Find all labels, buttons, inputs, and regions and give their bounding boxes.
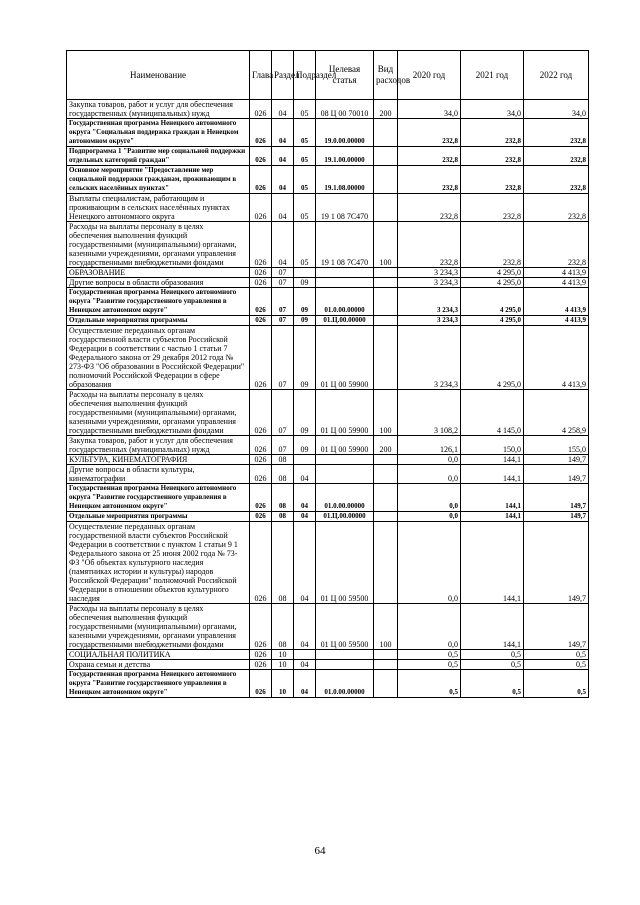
cell-2021: 0,5: [461, 660, 524, 670]
cell-2022: 0,5: [524, 650, 589, 660]
cell-podrazdel: [294, 268, 316, 278]
table-row: [67, 670, 589, 698]
cell-2022: 4 413,9: [524, 326, 589, 390]
cell-vid: [374, 147, 398, 166]
cell-2022: 149,7: [524, 484, 589, 512]
budget-table: [66, 50, 589, 698]
table-row: [67, 166, 589, 194]
cell-article: 08 Ц 00 70010: [316, 100, 374, 119]
cell-razdel: 07: [272, 326, 294, 390]
cell-name: Основное мероприятие "Предоставление мер социальной поддержки гражданам, проживающим в сельских населённых пунктах": [67, 166, 250, 194]
cell-2022: 34,0: [524, 100, 589, 119]
cell-glava: 026: [250, 484, 272, 512]
cell-vid: 100: [374, 604, 398, 650]
cell-razdel: 10: [272, 670, 294, 698]
header-razdel: Раздел: [272, 51, 294, 100]
cell-2020: 0,0: [398, 512, 461, 522]
cell-razdel: 07: [272, 288, 294, 316]
cell-article: 01 Ц 00 59500: [316, 522, 374, 604]
cell-name: Осуществление переданных органам государственной власти субъектов Российской Федерации в соответствии с частью 1 статьи 7 Федерального закона от 29 декабря 2012 года № 273-ФЗ "Об образовании в Российской Федерации" полномочий Российской Федерации в сфере образования: [67, 326, 250, 390]
table-row: [67, 119, 589, 147]
header-name: Наименование: [67, 51, 250, 100]
cell-name: Осуществление переданных органам государственной власти субъектов Российской Федерации в соответствии с пунктом 1 статьи 9 1 Федерального закона от 25 июня 2002 года № 73-ФЗ "Об объектах культурного наследия (памятниках истории и культуры) народов Российской Федерации" полномочий Российской Федерации в отношении объектов культурного наследия: [67, 522, 250, 604]
cell-2020: 232,8: [398, 119, 461, 147]
cell-name: СОЦИАЛЬНАЯ ПОЛИТИКА: [67, 650, 250, 660]
cell-2021: 150,0: [461, 436, 524, 455]
table-row: [67, 100, 589, 119]
cell-name: Другие вопросы в области культуры, кинематографии: [67, 465, 250, 484]
cell-2022: 232,8: [524, 166, 589, 194]
cell-2022: 149,7: [524, 512, 589, 522]
cell-2020: 232,8: [398, 222, 461, 268]
cell-2021: 144,1: [461, 484, 524, 512]
header-2022: 2022 год: [524, 51, 589, 100]
cell-podrazdel: 05: [294, 194, 316, 222]
cell-glava: 026: [250, 390, 272, 436]
cell-2020: 0,5: [398, 660, 461, 670]
cell-name: Государственная программа Ненецкого автономного округа "Развитие государственного управления в Ненецком автономном округе": [67, 484, 250, 512]
table-row: [67, 288, 589, 316]
page-number: 64: [314, 845, 326, 857]
cell-podrazdel: 09: [294, 288, 316, 316]
cell-2021: 4 295,0: [461, 268, 524, 278]
cell-2020: 0,5: [398, 670, 461, 698]
cell-vid: 200: [374, 100, 398, 119]
cell-razdel: 07: [272, 268, 294, 278]
cell-vid: [374, 316, 398, 326]
cell-glava: 026: [250, 166, 272, 194]
cell-2022: 0,5: [524, 670, 589, 698]
cell-2020: 232,8: [398, 147, 461, 166]
cell-name: Расходы на выплаты персоналу в целях обеспечения выполнения функций государственными (муниципальными) органами, казенными учреждениями, органами управления государственными внебюджетными фондами: [67, 222, 250, 268]
cell-razdel: 08: [272, 522, 294, 604]
cell-2022: 232,8: [524, 119, 589, 147]
cell-podrazdel: 05: [294, 147, 316, 166]
cell-glava: 026: [250, 326, 272, 390]
cell-podrazdel: 09: [294, 278, 316, 288]
cell-2020: 0,0: [398, 465, 461, 484]
table-row: [67, 512, 589, 522]
cell-article: [316, 268, 374, 278]
cell-article: [316, 455, 374, 465]
cell-razdel: 04: [272, 166, 294, 194]
cell-2021: 4 145,0: [461, 390, 524, 436]
cell-2021: 144,1: [461, 522, 524, 604]
cell-razdel: 08: [272, 604, 294, 650]
cell-glava: 026: [250, 268, 272, 278]
table-row: [67, 522, 589, 604]
cell-2022: 155,0: [524, 436, 589, 455]
cell-razdel: 07: [272, 436, 294, 455]
cell-podrazdel: [294, 650, 316, 660]
cell-podrazdel: 04: [294, 660, 316, 670]
cell-2021: 232,8: [461, 147, 524, 166]
cell-podrazdel: 09: [294, 316, 316, 326]
cell-2020: 0,5: [398, 650, 461, 660]
cell-vid: 100: [374, 390, 398, 436]
table-row: [67, 436, 589, 455]
cell-article: 01.Ц.00.00000: [316, 316, 374, 326]
cell-article: 01.0.00.00000: [316, 670, 374, 698]
cell-name: Охрана семьи и детства: [67, 660, 250, 670]
cell-article: 19.0.00.00000: [316, 119, 374, 147]
cell-razdel: 07: [272, 390, 294, 436]
cell-podrazdel: 04: [294, 512, 316, 522]
table-row: [67, 660, 589, 670]
cell-vid: [374, 278, 398, 288]
cell-name: КУЛЬТУРА, КИНЕМАТОГРАФИЯ: [67, 455, 250, 465]
cell-glava: 026: [250, 465, 272, 484]
cell-2021: 0,5: [461, 650, 524, 660]
cell-article: [316, 660, 374, 670]
table-header-row: [67, 51, 589, 100]
cell-2022: 4 413,9: [524, 288, 589, 316]
cell-vid: [374, 268, 398, 278]
cell-name: Государственная программа Ненецкого автономного округа "Развитие государственного управления в Ненецком автономном округе": [67, 288, 250, 316]
cell-2020: 3 234,3: [398, 316, 461, 326]
cell-podrazdel: 04: [294, 465, 316, 484]
table-row: [67, 278, 589, 288]
cell-glava: 026: [250, 278, 272, 288]
cell-2022: 232,8: [524, 147, 589, 166]
cell-vid: [374, 670, 398, 698]
cell-name: Закупка товаров, работ и услуг для обеспечения государственных (муниципальных) нужд: [67, 100, 250, 119]
cell-vid: [374, 326, 398, 390]
cell-podrazdel: 04: [294, 604, 316, 650]
cell-razdel: 04: [272, 119, 294, 147]
cell-razdel: 04: [272, 100, 294, 119]
cell-vid: [374, 288, 398, 316]
cell-2020: 3 234,3: [398, 268, 461, 278]
cell-podrazdel: 05: [294, 119, 316, 147]
cell-razdel: 08: [272, 455, 294, 465]
cell-article: [316, 650, 374, 660]
cell-name: Другие вопросы в области образования: [67, 278, 250, 288]
cell-podrazdel: 04: [294, 522, 316, 604]
cell-2022: 149,7: [524, 522, 589, 604]
cell-2020: 3 234,3: [398, 278, 461, 288]
cell-2021: 4 295,0: [461, 316, 524, 326]
cell-2022: 232,8: [524, 222, 589, 268]
cell-vid: [374, 465, 398, 484]
cell-name: Расходы на выплаты персоналу в целях обеспечения выполнения функций государственными (муниципальными) органами, казенными учреждениями, органами управления государственными внебюджетными фондами: [67, 604, 250, 650]
table-row: [67, 650, 589, 660]
cell-name: ОБРАЗОВАНИЕ: [67, 268, 250, 278]
cell-2022: 4 413,9: [524, 278, 589, 288]
cell-name: Закупка товаров, работ и услуг для обеспечения государственных (муниципальных) нужд: [67, 436, 250, 455]
table-row: [67, 194, 589, 222]
cell-podrazdel: 05: [294, 100, 316, 119]
cell-article: 01 Ц 00 59500: [316, 604, 374, 650]
cell-2021: 232,8: [461, 119, 524, 147]
cell-article: 19.1.00.00000: [316, 147, 374, 166]
cell-2020: 3 234,3: [398, 288, 461, 316]
cell-glava: 026: [250, 119, 272, 147]
cell-article: [316, 465, 374, 484]
cell-vid: [374, 194, 398, 222]
cell-podrazdel: [294, 455, 316, 465]
cell-2021: 144,1: [461, 604, 524, 650]
cell-glava: 026: [250, 455, 272, 465]
cell-razdel: 07: [272, 316, 294, 326]
cell-glava: 026: [250, 670, 272, 698]
cell-2021: 144,1: [461, 512, 524, 522]
cell-article: 19.1.08.00000: [316, 166, 374, 194]
cell-article: 01 Ц 00 59900: [316, 390, 374, 436]
cell-2022: 4 413,9: [524, 268, 589, 278]
cell-2020: 3 234,3: [398, 326, 461, 390]
cell-article: 01.Ц.00.00000: [316, 512, 374, 522]
cell-article: 19 1 08 7С470: [316, 222, 374, 268]
cell-glava: 026: [250, 436, 272, 455]
cell-glava: 026: [250, 604, 272, 650]
cell-vid: [374, 522, 398, 604]
cell-article: 19 1 08 7С470: [316, 194, 374, 222]
cell-glava: 026: [250, 522, 272, 604]
cell-2020: 0,0: [398, 484, 461, 512]
cell-glava: 026: [250, 194, 272, 222]
header-2020: 2020 год: [398, 51, 461, 100]
table-row: [67, 326, 589, 390]
cell-2022: 4 258,9: [524, 390, 589, 436]
cell-glava: 026: [250, 222, 272, 268]
cell-vid: [374, 660, 398, 670]
table-row: [67, 147, 589, 166]
cell-2021: 144,1: [461, 465, 524, 484]
cell-podrazdel: 09: [294, 436, 316, 455]
cell-2022: 149,7: [524, 604, 589, 650]
cell-vid: 200: [374, 436, 398, 455]
cell-2021: 232,8: [461, 222, 524, 268]
cell-razdel: 08: [272, 512, 294, 522]
header-glava: Глава: [250, 51, 272, 100]
cell-article: 01 Ц 00 59900: [316, 436, 374, 455]
header-vid: Вид расходов: [374, 51, 398, 100]
cell-razdel: 04: [272, 194, 294, 222]
table-row: [67, 455, 589, 465]
cell-2022: 0,5: [524, 660, 589, 670]
cell-2022: 4 413,9: [524, 316, 589, 326]
cell-podrazdel: 09: [294, 390, 316, 436]
cell-2020: 34,0: [398, 100, 461, 119]
header-2021: 2021 год: [461, 51, 524, 100]
cell-podrazdel: 04: [294, 484, 316, 512]
cell-name: Подпрограмма 1 "Развитие мер социальной поддержки отдельных категорий граждан": [67, 147, 250, 166]
cell-glava: 026: [250, 316, 272, 326]
cell-name: Государственная программа Ненецкого автономного округа "Развитие государственного управления в Ненецком автономном округе": [67, 670, 250, 698]
cell-podrazdel: 05: [294, 222, 316, 268]
cell-glava: 026: [250, 288, 272, 316]
cell-glava: 026: [250, 660, 272, 670]
cell-name: Отдельные мероприятия программы: [67, 512, 250, 522]
table-row: [67, 465, 589, 484]
cell-glava: 026: [250, 147, 272, 166]
cell-2021: 34,0: [461, 100, 524, 119]
cell-article: [316, 278, 374, 288]
cell-glava: 026: [250, 512, 272, 522]
cell-2020: 0,0: [398, 604, 461, 650]
cell-name: Отдельные мероприятия программы: [67, 316, 250, 326]
cell-vid: 100: [374, 222, 398, 268]
cell-2021: 0,5: [461, 670, 524, 698]
cell-2021: 232,8: [461, 194, 524, 222]
cell-2021: 4 295,0: [461, 278, 524, 288]
cell-razdel: 08: [272, 484, 294, 512]
cell-razdel: 08: [272, 465, 294, 484]
table-row: [67, 316, 589, 326]
table-row: [67, 222, 589, 268]
cell-2022: 232,8: [524, 194, 589, 222]
cell-article: 01 Ц 00 59900: [316, 326, 374, 390]
table-body: [67, 100, 589, 698]
cell-2020: 3 108,2: [398, 390, 461, 436]
table-row: [67, 484, 589, 512]
cell-2020: 232,8: [398, 166, 461, 194]
cell-2021: 144,1: [461, 455, 524, 465]
cell-2022: 149,7: [524, 455, 589, 465]
cell-name: Государственная программа Ненецкого автономного округа "Социальная поддержка граждан в Ненецком автономном округе": [67, 119, 250, 147]
cell-podrazdel: 04: [294, 670, 316, 698]
header-article: Целевая статья: [316, 51, 374, 100]
cell-vid: [374, 119, 398, 147]
cell-glava: 026: [250, 100, 272, 119]
cell-podrazdel: 05: [294, 166, 316, 194]
table-row: [67, 268, 589, 278]
cell-2021: 4 295,0: [461, 288, 524, 316]
cell-2020: 126,1: [398, 436, 461, 455]
cell-razdel: 04: [272, 147, 294, 166]
header-podrazdel: Подраздел: [294, 51, 316, 100]
table-row: [67, 390, 589, 436]
cell-razdel: 04: [272, 222, 294, 268]
cell-2021: 4 295,0: [461, 326, 524, 390]
cell-article: 01.0.00.00000: [316, 484, 374, 512]
cell-2020: 232,8: [398, 194, 461, 222]
cell-article: 01.0.00.00000: [316, 288, 374, 316]
cell-vid: [374, 166, 398, 194]
cell-name: Выплаты специалистам, работающим и проживающим в сельских населённых пунктах Ненецкого автономного округа: [67, 194, 250, 222]
table-row: [67, 604, 589, 650]
cell-razdel: 10: [272, 650, 294, 660]
cell-vid: [374, 650, 398, 660]
cell-2020: 0,0: [398, 522, 461, 604]
cell-glava: 026: [250, 650, 272, 660]
cell-vid: [374, 455, 398, 465]
cell-2020: 0,0: [398, 455, 461, 465]
cell-podrazdel: 09: [294, 326, 316, 390]
cell-2022: 149,7: [524, 465, 589, 484]
cell-vid: [374, 512, 398, 522]
cell-2021: 232,8: [461, 166, 524, 194]
cell-vid: [374, 484, 398, 512]
cell-razdel: 07: [272, 278, 294, 288]
cell-name: Расходы на выплаты персоналу в целях обеспечения выполнения функций государственными (муниципальными) органами, казенными учреждениями, органами управления государственными внебюджетными фондами: [67, 390, 250, 436]
cell-razdel: 10: [272, 660, 294, 670]
